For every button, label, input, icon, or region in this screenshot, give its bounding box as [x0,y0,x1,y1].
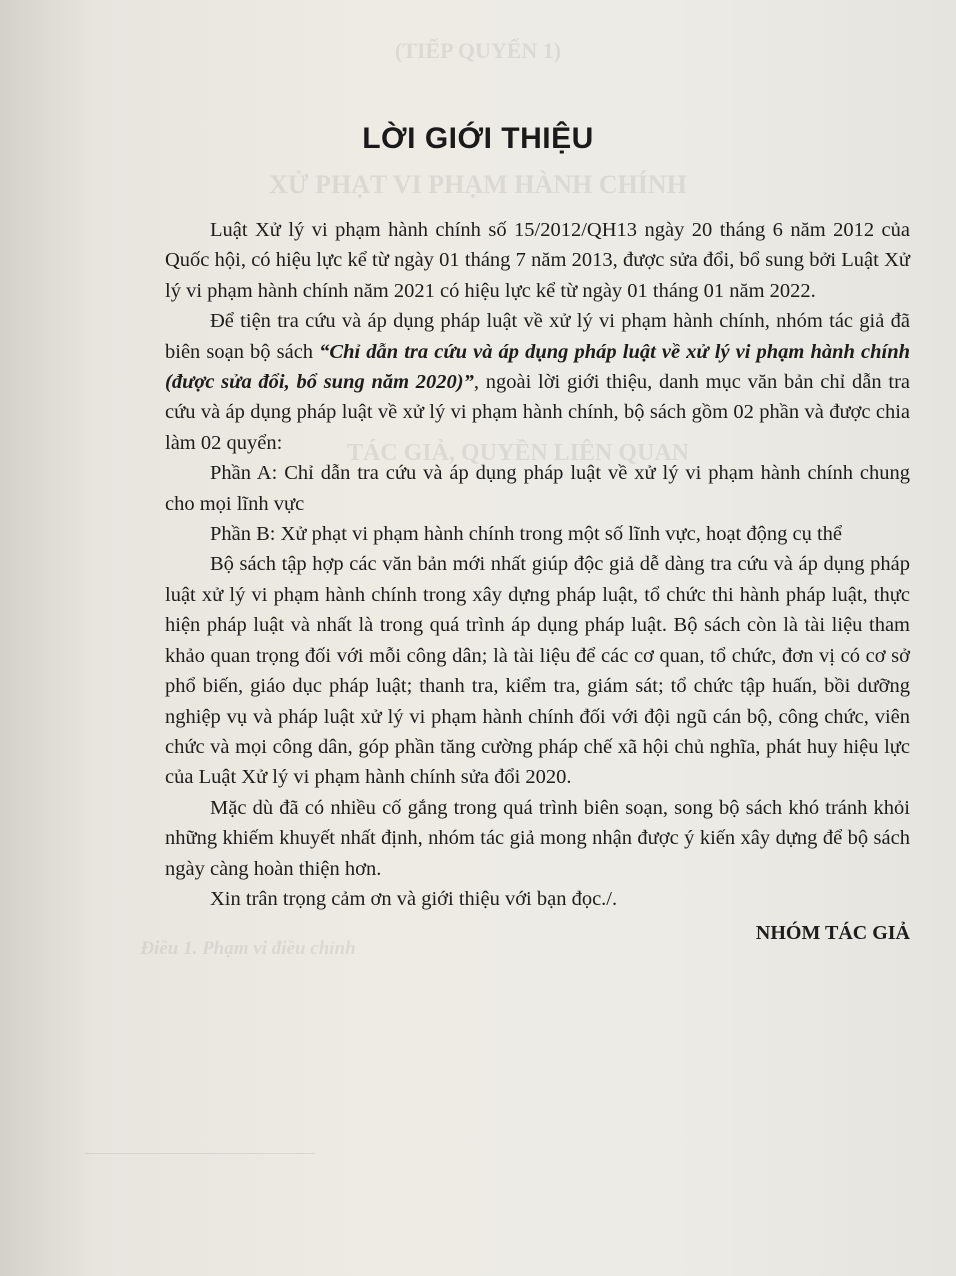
paragraph-thanks: Xin trân trọng cảm ơn và giới thiệu với bạn đọc./. [210,887,618,910]
bleed-through-article: Điều 1. Phạm vi điều chỉnh [140,938,356,959]
paragraph-2 [165,306,910,458]
signature: NHÓM TÁC GIẢ [755,922,910,945]
bleed-through-subheading: TÁC GIẢ, QUYỀN LIÊN QUAN [346,440,690,466]
paragraph-6: Mặc dù đã có nhiều cố gắng trong quá trình biên soạn, song bộ sách khó tránh khỏi những khiếm khuyết nhất định, nhóm tác giả mong nhận được ý kiến xây dựng để bộ sách ngày càng hoàn thiện hơn. [165,796,910,880]
bleed-through-footnote-rule [85,1153,315,1154]
book-title: “Chỉ dẫn tra cứu và áp dụng pháp luật về xử lý vi phạm hành chính (được sửa đổi, bổ sung năm 2020)” [165,340,910,394]
page-title: LỜI GIỚI THIỆU [362,122,594,155]
body-text [165,215,910,949]
paragraph-2-start: Để tiện tra cứu và áp dụng pháp luật về xử lý vi phạm hành chính, nhóm tác giả đã biên soạn bộ sách [165,310,910,363]
paragraph-2-end: , ngoài lời giới thiệu, danh mục văn bản chỉ dẫn tra cứu và áp dụng pháp luật về xử lý vi phạm hành chính, bộ sách gồm 02 phần và được chia làm 02 quyển: [165,371,910,454]
paragraph-5: Bộ sách tập hợp các văn bản mới nhất giúp độc giả dễ dàng tra cứu và áp dụng pháp luật xử lý vi phạm hành chính trong xây dựng pháp luật, tổ chức thi hành pháp luật, thực hiện pháp luật và nhất là trong quá trình áp dụng pháp luật. Bộ sách còn là tài liệu tham khảo quan trọng đối với mỗi công dân; là tài liệu để các cơ quan, tổ chức, đơn vị có cơ sở phổ biến, giáo dục pháp luật; thanh tra, kiểm tra, giám sát; tổ chức tập huấn, bồi dưỡng nghiệp vụ và pháp luật xử lý vi phạm hành chính đối với đội ngũ cán bộ, công chức, viên chức và mọi công dân, góp phần tăng cường pháp chế xã hội chủ nghĩa, phát huy hiệu lực của Luật Xử lý vi phạm hành chính sửa đổi 2020. [165,553,910,789]
paragraph-part-b: Phần B: Xử phạt vi phạm hành chính trong một số lĩnh vực, hoạt động cụ thể [210,523,843,546]
bleed-through-subtitle: (TIẾP QUYỂN 1) [394,38,562,63]
paragraph-1: Luật Xử lý vi phạm hành chính số 15/2012/QH13 ngày 20 tháng 6 năm 2012 của Quốc hội, có hiệu lực kể từ ngày 01 tháng 7 năm 2013, được sửa đổi, bổ sung bởi Luật Xử lý vi phạm hành chính năm 2021 có hiệu lực kể từ ngày 01 tháng 01 năm 2022. [165,219,910,302]
paragraph-part-a: Phần A: Chỉ dẫn tra cứu và áp dụng pháp luật về xử lý vi phạm hành chính chung cho mọi lĩnh vực [165,462,910,515]
bleed-through-heading: XỬ PHẠT VI PHẠM HÀNH CHÍNH [269,170,687,199]
